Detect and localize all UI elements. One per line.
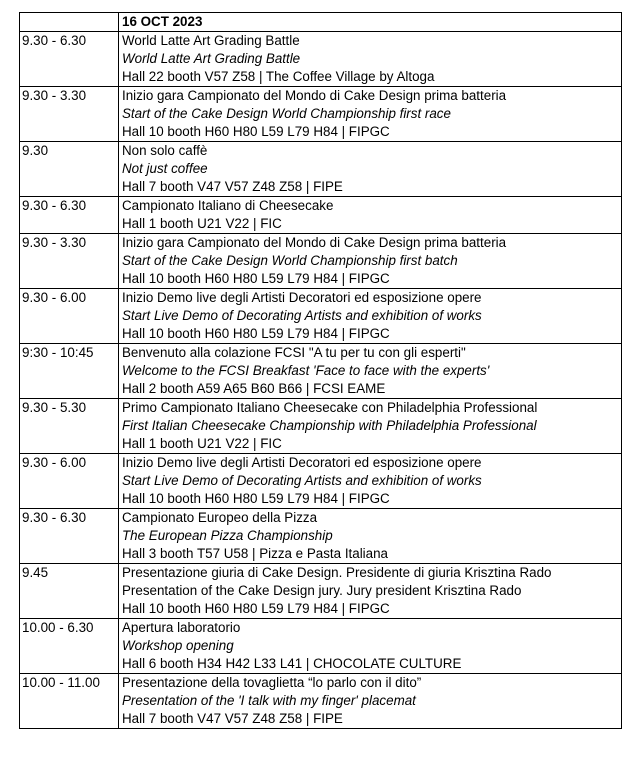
event-location: Hall 22 booth V57 Z58 | The Coffee Village by Altoga	[122, 69, 435, 84]
date-header: 16 OCT 2023	[119, 13, 622, 32]
event-time: 9.30 - 3.30	[20, 234, 119, 289]
event-time: 9.30 - 6.30	[20, 32, 119, 87]
event-title: Benvenuto alla colazione FCSI "A tu per tu con gli esperti"	[122, 345, 466, 360]
event-row	[20, 619, 622, 674]
event-row	[20, 674, 622, 729]
event-location: Hall 1 booth U21 V22 | FIC	[122, 216, 282, 231]
event-time: 9.45	[20, 564, 119, 619]
event-row	[20, 87, 622, 142]
event-location: Hall 10 booth H60 H80 L59 L79 H84 | FIPGC	[122, 271, 390, 286]
event-title: Inizio gara Campionato del Mondo di Cake Design prima batteria	[122, 235, 507, 250]
event-time: 10.00 - 6.30	[20, 619, 119, 674]
header-row	[20, 13, 622, 32]
event-row	[20, 197, 622, 234]
event-time: 9.30 - 3.30	[20, 87, 119, 142]
event-row	[20, 234, 622, 289]
event-subtitle: Start Live Demo of Decorating Artists and exhibition of works	[122, 473, 482, 488]
schedule-page	[19, 12, 621, 729]
event-title: World Latte Art Grading Battle	[122, 33, 300, 48]
event-subtitle: Start of the Cake Design World Championship first race	[122, 106, 451, 121]
event-row	[20, 399, 622, 454]
event-subtitle: Start Live Demo of Decorating Artists and exhibition of works	[122, 308, 482, 323]
event-location: Hall 1 booth U21 V22 | FIC	[122, 436, 282, 451]
event-details	[119, 197, 622, 234]
event-row	[20, 454, 622, 509]
schedule-table	[19, 12, 622, 729]
event-details	[119, 289, 622, 344]
event-details	[119, 87, 622, 142]
event-title: Presentazione giuria di Cake Design. Presidente di giuria Krisztina Rado	[122, 565, 552, 580]
event-subtitle: First Italian Cheesecake Championship with Philadelphia Professional	[122, 418, 537, 433]
event-time: 9:30 - 10:45	[20, 344, 119, 399]
event-location: Hall 3 booth T57 U58 | Pizza e Pasta Italiana	[122, 546, 388, 561]
event-subtitle: Start of the Cake Design World Championship first batch	[122, 253, 458, 268]
event-details	[119, 32, 622, 87]
header-empty-cell	[20, 13, 119, 32]
event-subtitle: Welcome to the FCSI Breakfast 'Face to face with the experts'	[122, 363, 490, 378]
event-time: 9.30 - 6.30	[20, 509, 119, 564]
event-location: Hall 10 booth H60 H80 L59 L79 H84 | FIPGC	[122, 601, 390, 616]
event-row	[20, 289, 622, 344]
event-title: Campionato Europeo della Pizza	[122, 510, 318, 525]
event-details	[119, 619, 622, 674]
event-time: 9.30 - 6.00	[20, 454, 119, 509]
event-row	[20, 32, 622, 87]
event-title: Non solo caffè	[122, 143, 208, 158]
event-details	[119, 454, 622, 509]
event-location: Hall 2 booth A59 A65 B60 B66 | FCSI EAME	[122, 381, 386, 396]
event-row	[20, 509, 622, 564]
event-location: Hall 10 booth H60 H80 L59 L79 H84 | FIPGC	[122, 124, 390, 139]
event-subtitle: Workshop opening	[122, 638, 234, 653]
event-title: Apertura laboratorio	[122, 620, 241, 635]
event-title: Inizio Demo live degli Artisti Decoratori ed esposizione opere	[122, 455, 482, 470]
event-details	[119, 344, 622, 399]
event-time: 9.30	[20, 142, 119, 197]
event-title: Inizio Demo live degli Artisti Decoratori ed esposizione opere	[122, 290, 482, 305]
event-time: 9.30 - 6.00	[20, 289, 119, 344]
event-details	[119, 142, 622, 197]
event-time: 9.30 - 6.30	[20, 197, 119, 234]
event-location: Hall 10 booth H60 H80 L59 L79 H84 | FIPGC	[122, 326, 390, 341]
event-location: Hall 7 booth V47 V57 Z48 Z58 | FIPE	[122, 711, 343, 726]
event-time: 10.00 - 11.00	[20, 674, 119, 729]
event-subtitle: The European Pizza Championship	[122, 528, 333, 543]
event-time: 9.30 - 5.30	[20, 399, 119, 454]
event-location: Hall 6 booth H34 H42 L33 L41 | CHOCOLATE CULTURE	[122, 656, 462, 671]
event-details	[119, 674, 622, 729]
event-row	[20, 564, 622, 619]
event-details	[119, 399, 622, 454]
event-details	[119, 234, 622, 289]
event-subtitle: Presentation of the 'I talk with my finger' placemat	[122, 693, 416, 708]
event-row	[20, 142, 622, 197]
event-location: Hall 10 booth H60 H80 L59 L79 H84 | FIPGC	[122, 491, 390, 506]
event-title: Primo Campionato Italiano Cheesecake con Philadelphia Professional	[122, 400, 538, 415]
event-subtitle: Presentation of the Cake Design jury. Jury president Krisztina Rado	[122, 583, 522, 598]
event-subtitle: Not just coffee	[122, 161, 208, 176]
event-row	[20, 344, 622, 399]
event-details	[119, 564, 622, 619]
event-title: Presentazione della tovaglietta “lo parlo con il dito”	[122, 675, 422, 690]
event-location: Hall 7 booth V47 V57 Z48 Z58 | FIPE	[122, 179, 343, 194]
event-details	[119, 509, 622, 564]
event-subtitle: World Latte Art Grading Battle	[122, 51, 301, 66]
event-title: Campionato Italiano di Cheesecake	[122, 198, 334, 213]
event-title: Inizio gara Campionato del Mondo di Cake Design prima batteria	[122, 88, 507, 103]
